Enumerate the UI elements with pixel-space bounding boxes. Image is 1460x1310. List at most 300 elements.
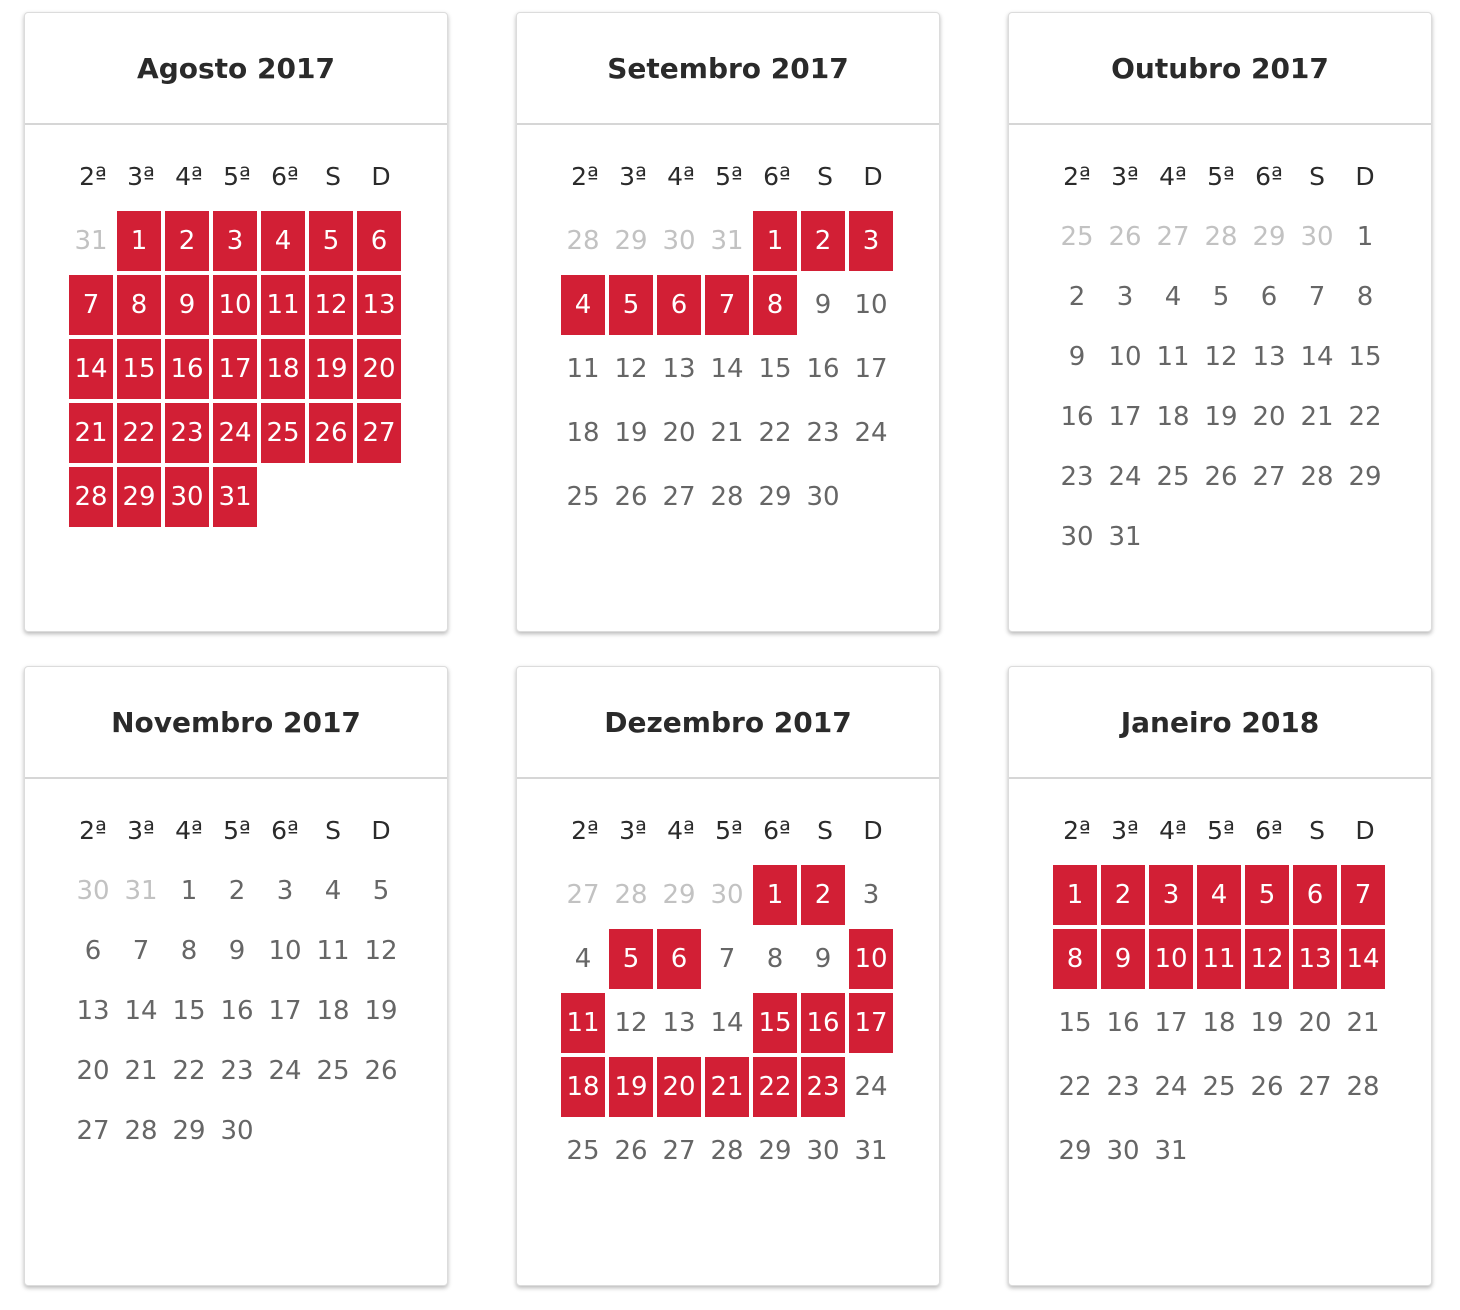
- day-cell[interactable]: 30: [806, 482, 840, 512]
- week-row: [1053, 207, 1389, 267]
- day-cell[interactable]: 4: [574, 944, 592, 974]
- weekday-label: 4ª: [1159, 816, 1187, 845]
- weekday-header-row: [1053, 801, 1389, 861]
- day-cell[interactable]: 30: [1060, 522, 1094, 552]
- day-cell[interactable]: 20: [1252, 402, 1286, 432]
- month-card-janeiro-2018: [1008, 666, 1432, 1286]
- calendar-grid: [1053, 801, 1389, 1181]
- day-cell-marked[interactable]: 7: [1341, 865, 1385, 925]
- month-header: [25, 667, 447, 779]
- day-cell-marked[interactable]: 13: [1293, 929, 1337, 989]
- week-row: [1053, 447, 1389, 507]
- day-cell[interactable]: 19: [1204, 402, 1238, 432]
- day-cell[interactable]: 7: [1308, 282, 1326, 312]
- day-cell[interactable]: 29: [758, 482, 792, 512]
- day-cell-other-month[interactable]: 27: [566, 880, 600, 910]
- day-cell-marked[interactable]: 30: [165, 467, 209, 527]
- month-title: Novembro 2017: [111, 705, 361, 739]
- day-cell[interactable]: 20: [1298, 1008, 1332, 1038]
- day-cell[interactable]: 6: [1260, 282, 1278, 312]
- day-cell-other-month[interactable]: 28: [566, 226, 600, 256]
- day-cell[interactable]: 31: [1108, 522, 1142, 552]
- day-cell[interactable]: 12: [614, 354, 648, 384]
- day-cell-marked[interactable]: 8: [1053, 929, 1097, 989]
- day-cell[interactable]: 10: [1108, 342, 1142, 372]
- day-cell[interactable]: 27: [662, 482, 696, 512]
- day-cell-other-month[interactable]: 29: [662, 880, 696, 910]
- day-cell[interactable]: 24: [854, 418, 888, 448]
- weeks: [69, 861, 405, 1161]
- day-cell-marked[interactable]: 3: [849, 211, 893, 271]
- weekday-label: S: [325, 816, 341, 845]
- day-cell-marked[interactable]: 7: [69, 275, 113, 335]
- weeks: [561, 865, 897, 1181]
- day-cell-marked[interactable]: 8: [117, 275, 161, 335]
- weekday-label: S: [325, 162, 341, 191]
- weekday-label: 3ª: [619, 162, 647, 191]
- day-cell[interactable]: 17: [1154, 1008, 1188, 1038]
- day-cell[interactable]: 27: [1298, 1072, 1332, 1102]
- week-row: [561, 1121, 897, 1181]
- day-cell[interactable]: 19: [614, 418, 648, 448]
- day-cell[interactable]: 5: [372, 876, 390, 906]
- weekday-label: D: [371, 162, 391, 191]
- day-cell[interactable]: 21: [1300, 402, 1334, 432]
- weekday-label: 2ª: [79, 162, 107, 191]
- day-cell-marked[interactable]: 3: [1149, 865, 1193, 925]
- day-cell-marked[interactable]: 9: [165, 275, 209, 335]
- day-cell[interactable]: 2: [228, 876, 246, 906]
- week-row: [561, 467, 897, 527]
- weekday-header-row: [69, 801, 405, 861]
- day-cell-marked[interactable]: 4: [1197, 865, 1241, 925]
- day-cell[interactable]: 9: [814, 944, 832, 974]
- day-cell[interactable]: 18: [566, 418, 600, 448]
- day-cell-other-month[interactable]: 31: [124, 876, 158, 906]
- day-cell[interactable]: 23: [1106, 1072, 1140, 1102]
- weekday-label: 5ª: [223, 816, 251, 845]
- day-cell[interactable]: 27: [1252, 462, 1286, 492]
- day-cell-marked[interactable]: 5: [1245, 865, 1289, 925]
- day-cell[interactable]: 9: [814, 290, 832, 320]
- day-cell-marked[interactable]: 20: [657, 1057, 701, 1117]
- weekday-label: 4ª: [1159, 162, 1187, 191]
- day-cell-marked[interactable]: 17: [849, 993, 893, 1053]
- day-cell-marked[interactable]: 21: [705, 1057, 749, 1117]
- day-cell[interactable]: 16: [1106, 1008, 1140, 1038]
- day-cell[interactable]: 28: [1346, 1072, 1380, 1102]
- day-cell[interactable]: 26: [614, 1136, 648, 1166]
- weekday-label: S: [817, 816, 833, 845]
- day-cell-marked[interactable]: 4: [261, 211, 305, 271]
- month-title: Setembro 2017: [607, 51, 849, 85]
- day-cell-marked[interactable]: 25: [261, 403, 305, 463]
- day-cell[interactable]: 4: [1164, 282, 1182, 312]
- weekday-label: 3ª: [1111, 162, 1139, 191]
- weekday-label: D: [1355, 162, 1375, 191]
- weekday-label: 2ª: [1063, 816, 1091, 845]
- day-cell[interactable]: 15: [172, 996, 206, 1026]
- week-row: [561, 339, 897, 399]
- day-cell-marked[interactable]: 7: [705, 275, 749, 335]
- day-cell-other-month[interactable]: 31: [710, 226, 744, 256]
- day-cell-other-month[interactable]: 29: [614, 226, 648, 256]
- day-cell-marked[interactable]: 20: [357, 339, 401, 399]
- weekday-label: 4ª: [667, 162, 695, 191]
- week-row: [1053, 327, 1389, 387]
- day-cell[interactable]: 14: [710, 1008, 744, 1038]
- day-cell[interactable]: 25: [1156, 462, 1190, 492]
- day-cell-marked[interactable]: 16: [801, 993, 845, 1053]
- day-cell[interactable]: 9: [228, 936, 246, 966]
- day-cell[interactable]: 30: [220, 1116, 254, 1146]
- day-cell-marked[interactable]: 12: [309, 275, 353, 335]
- weekday-label: D: [1355, 816, 1375, 845]
- day-cell-marked[interactable]: 10: [213, 275, 257, 335]
- day-cell-marked[interactable]: 19: [609, 1057, 653, 1117]
- day-cell[interactable]: 28: [124, 1116, 158, 1146]
- day-cell[interactable]: 16: [806, 354, 840, 384]
- day-cell[interactable]: 24: [268, 1056, 302, 1086]
- day-cell[interactable]: 3: [276, 876, 294, 906]
- day-cell-marked[interactable]: 23: [801, 1057, 845, 1117]
- day-cell[interactable]: 22: [1348, 402, 1382, 432]
- week-row: [561, 275, 897, 335]
- weekday-label: 4ª: [667, 816, 695, 845]
- weeks: [69, 211, 405, 527]
- day-cell[interactable]: 23: [220, 1056, 254, 1086]
- day-cell-marked[interactable]: 3: [213, 211, 257, 271]
- day-cell[interactable]: 22: [1058, 1072, 1092, 1102]
- day-cell[interactable]: 26: [1250, 1072, 1284, 1102]
- day-cell-other-month[interactable]: 30: [662, 226, 696, 256]
- day-cell-marked[interactable]: 11: [561, 993, 605, 1053]
- weekday-label: 6ª: [763, 162, 791, 191]
- day-cell-marked[interactable]: 1: [753, 211, 797, 271]
- day-cell-marked[interactable]: 26: [309, 403, 353, 463]
- day-cell[interactable]: 25: [1202, 1072, 1236, 1102]
- day-cell-marked[interactable]: 29: [117, 467, 161, 527]
- day-cell[interactable]: 22: [172, 1056, 206, 1086]
- day-cell[interactable]: 24: [1154, 1072, 1188, 1102]
- month-header: [25, 13, 447, 125]
- day-cell-marked[interactable]: 2: [165, 211, 209, 271]
- day-cell[interactable]: 4: [324, 876, 342, 906]
- day-cell-marked[interactable]: 6: [657, 929, 701, 989]
- day-cell[interactable]: 18: [1156, 402, 1190, 432]
- day-cell[interactable]: 13: [662, 1008, 696, 1038]
- day-cell[interactable]: 16: [1060, 402, 1094, 432]
- day-cell[interactable]: 10: [854, 290, 888, 320]
- weekday-label: 5ª: [1207, 162, 1235, 191]
- week-row: [1053, 929, 1389, 989]
- week-row: [69, 211, 405, 271]
- day-cell[interactable]: 13: [1252, 342, 1286, 372]
- month-title: Dezembro 2017: [604, 705, 852, 739]
- day-cell[interactable]: 14: [124, 996, 158, 1026]
- day-cell[interactable]: 7: [132, 936, 150, 966]
- day-cell[interactable]: 19: [364, 996, 398, 1026]
- month-card-setembro-2017: [516, 12, 940, 632]
- week-row: [561, 403, 897, 463]
- week-row: [69, 275, 405, 335]
- calendar-grid: [561, 147, 897, 527]
- day-cell-marked[interactable]: 6: [357, 211, 401, 271]
- weekday-label: 4ª: [175, 816, 203, 845]
- day-cell[interactable]: 17: [268, 996, 302, 1026]
- day-cell-other-month[interactable]: 30: [710, 880, 744, 910]
- week-row: [561, 993, 897, 1053]
- day-cell[interactable]: 23: [806, 418, 840, 448]
- month-title: Janeiro 2018: [1120, 705, 1320, 739]
- day-cell[interactable]: 18: [1202, 1008, 1236, 1038]
- day-cell[interactable]: 28: [1300, 462, 1334, 492]
- day-cell-marked[interactable]: 5: [609, 929, 653, 989]
- weekday-label: 4ª: [175, 162, 203, 191]
- day-cell[interactable]: 27: [76, 1116, 110, 1146]
- day-cell[interactable]: 25: [316, 1056, 350, 1086]
- day-cell-marked[interactable]: 22: [117, 403, 161, 463]
- weekday-label: 2ª: [571, 162, 599, 191]
- day-cell[interactable]: 11: [316, 936, 350, 966]
- day-cell-marked[interactable]: 10: [849, 929, 893, 989]
- week-row: [561, 211, 897, 271]
- day-cell[interactable]: 25: [566, 1136, 600, 1166]
- week-row: [1053, 387, 1389, 447]
- day-cell[interactable]: 2: [1068, 282, 1086, 312]
- day-cell-marked[interactable]: 9: [1101, 929, 1145, 989]
- day-cell[interactable]: 15: [758, 354, 792, 384]
- weekday-header-row: [69, 147, 405, 207]
- day-cell[interactable]: 6: [84, 936, 102, 966]
- day-cell[interactable]: 19: [1250, 1008, 1284, 1038]
- day-cell[interactable]: 12: [364, 936, 398, 966]
- day-cell-marked[interactable]: 1: [1053, 865, 1097, 925]
- weekday-label: 5ª: [223, 162, 251, 191]
- weekday-label: 6ª: [1255, 816, 1283, 845]
- day-cell-other-month[interactable]: 28: [614, 880, 648, 910]
- week-row: [1053, 993, 1389, 1053]
- weeks: [1053, 207, 1389, 567]
- weeks: [561, 211, 897, 527]
- weekday-label: 2ª: [79, 816, 107, 845]
- day-cell-other-month[interactable]: 26: [1108, 222, 1142, 252]
- weekday-label: 6ª: [1255, 162, 1283, 191]
- day-cell-marked[interactable]: 5: [309, 211, 353, 271]
- day-cell[interactable]: 17: [1108, 402, 1142, 432]
- weekday-label: 6ª: [271, 816, 299, 845]
- week-row: [561, 929, 897, 989]
- day-cell[interactable]: 20: [662, 418, 696, 448]
- day-cell[interactable]: 20: [76, 1056, 110, 1086]
- day-cell[interactable]: 14: [1300, 342, 1334, 372]
- day-cell[interactable]: 5: [1212, 282, 1230, 312]
- day-cell[interactable]: 28: [710, 482, 744, 512]
- month-title: Agosto 2017: [137, 51, 335, 85]
- day-cell[interactable]: 15: [1058, 1008, 1092, 1038]
- day-cell[interactable]: 22: [758, 418, 792, 448]
- weekday-label: 3ª: [1111, 816, 1139, 845]
- day-cell-marked[interactable]: 23: [165, 403, 209, 463]
- day-cell-other-month[interactable]: 28: [1204, 222, 1238, 252]
- day-cell[interactable]: 24: [1108, 462, 1142, 492]
- day-cell[interactable]: 26: [364, 1056, 398, 1086]
- week-row: [1053, 865, 1389, 925]
- day-cell-other-month[interactable]: 25: [1060, 222, 1094, 252]
- weekday-label: 5ª: [715, 816, 743, 845]
- weekday-label: D: [863, 162, 883, 191]
- weekday-label: 6ª: [763, 816, 791, 845]
- month-card-agosto-2017: [24, 12, 448, 632]
- weekday-label: S: [1309, 162, 1325, 191]
- week-row: [1053, 507, 1389, 567]
- weekday-label: 5ª: [1207, 816, 1235, 845]
- weekday-label: 3ª: [127, 816, 155, 845]
- day-cell[interactable]: 31: [1154, 1136, 1188, 1166]
- day-cell-marked[interactable]: 31: [213, 467, 257, 527]
- day-cell-marked[interactable]: 2: [1101, 865, 1145, 925]
- day-cell-marked[interactable]: 19: [309, 339, 353, 399]
- day-cell-marked[interactable]: 8: [753, 275, 797, 335]
- day-cell-marked[interactable]: 4: [561, 275, 605, 335]
- day-cell-other-month[interactable]: 30: [76, 876, 110, 906]
- day-cell-marked[interactable]: 13: [357, 275, 401, 335]
- weekday-label: 6ª: [271, 162, 299, 191]
- day-cell-marked[interactable]: 16: [165, 339, 209, 399]
- day-cell-marked[interactable]: 1: [117, 211, 161, 271]
- day-cell-marked[interactable]: 10: [1149, 929, 1193, 989]
- week-row: [1053, 1121, 1389, 1181]
- day-cell[interactable]: 24: [854, 1072, 888, 1102]
- day-cell[interactable]: 16: [220, 996, 254, 1026]
- day-cell-marked[interactable]: 12: [1245, 929, 1289, 989]
- weekday-header-row: [1053, 147, 1389, 207]
- day-cell-other-month[interactable]: 30: [1300, 222, 1334, 252]
- day-cell[interactable]: 12: [1204, 342, 1238, 372]
- day-cell[interactable]: 21: [124, 1056, 158, 1086]
- day-cell[interactable]: 30: [1106, 1136, 1140, 1166]
- day-cell-marked[interactable]: 14: [1341, 929, 1385, 989]
- month-title: Outubro 2017: [1111, 51, 1329, 85]
- day-cell-marked[interactable]: 15: [117, 339, 161, 399]
- day-cell[interactable]: 29: [1348, 462, 1382, 492]
- calendar-grid: [561, 801, 897, 1181]
- day-cell[interactable]: 1: [1356, 222, 1374, 252]
- day-cell-marked[interactable]: 2: [801, 211, 845, 271]
- day-cell-marked[interactable]: 24: [213, 403, 257, 463]
- day-cell[interactable]: 27: [662, 1136, 696, 1166]
- day-cell[interactable]: 25: [566, 482, 600, 512]
- day-cell[interactable]: 29: [172, 1116, 206, 1146]
- week-row: [69, 981, 405, 1041]
- day-cell[interactable]: 3: [1116, 282, 1134, 312]
- day-cell[interactable]: 31: [854, 1136, 888, 1166]
- weekday-label: 3ª: [127, 162, 155, 191]
- day-cell-marked[interactable]: 22: [753, 1057, 797, 1117]
- day-cell-marked[interactable]: 11: [261, 275, 305, 335]
- month-header: [1009, 667, 1431, 779]
- week-row: [69, 339, 405, 399]
- day-cell-marked[interactable]: 1: [753, 865, 797, 925]
- day-cell[interactable]: 17: [854, 354, 888, 384]
- day-cell-marked[interactable]: 6: [657, 275, 701, 335]
- day-cell-marked[interactable]: 27: [357, 403, 401, 463]
- month-header: [517, 13, 939, 125]
- day-cell[interactable]: 15: [1348, 342, 1382, 372]
- calendar-grid: [1053, 147, 1389, 567]
- week-row: [1053, 267, 1389, 327]
- day-cell-marked[interactable]: 18: [261, 339, 305, 399]
- day-cell[interactable]: 26: [614, 482, 648, 512]
- day-cell[interactable]: 12: [614, 1008, 648, 1038]
- day-cell[interactable]: 18: [316, 996, 350, 1026]
- week-row: [561, 1057, 897, 1117]
- day-cell[interactable]: 8: [766, 944, 784, 974]
- day-cell[interactable]: 29: [758, 1136, 792, 1166]
- day-cell[interactable]: 11: [1156, 342, 1190, 372]
- day-cell[interactable]: 14: [710, 354, 744, 384]
- day-cell[interactable]: 11: [566, 354, 600, 384]
- day-cell-marked[interactable]: 28: [69, 467, 113, 527]
- weekday-label: 2ª: [1063, 162, 1091, 191]
- day-cell[interactable]: 23: [1060, 462, 1094, 492]
- weekday-label: D: [371, 816, 391, 845]
- day-cell-marked[interactable]: 15: [753, 993, 797, 1053]
- day-cell-marked[interactable]: 14: [69, 339, 113, 399]
- month-header: [1009, 13, 1431, 125]
- day-cell[interactable]: 1: [180, 876, 198, 906]
- day-cell[interactable]: 10: [268, 936, 302, 966]
- week-row: [69, 1101, 405, 1161]
- weekday-label: S: [817, 162, 833, 191]
- day-cell[interactable]: 30: [806, 1136, 840, 1166]
- day-cell-marked[interactable]: 2: [801, 865, 845, 925]
- day-cell-other-month[interactable]: 27: [1156, 222, 1190, 252]
- day-cell[interactable]: 3: [862, 880, 880, 910]
- day-cell-marked[interactable]: 11: [1197, 929, 1241, 989]
- week-row: [1053, 1057, 1389, 1117]
- week-row: [69, 403, 405, 463]
- day-cell[interactable]: 21: [1346, 1008, 1380, 1038]
- weekday-label: 3ª: [619, 816, 647, 845]
- day-cell-other-month[interactable]: 29: [1252, 222, 1286, 252]
- day-cell[interactable]: 7: [718, 944, 736, 974]
- month-header: [517, 667, 939, 779]
- day-cell[interactable]: 8: [1356, 282, 1374, 312]
- day-cell[interactable]: 29: [1058, 1136, 1092, 1166]
- day-cell[interactable]: 28: [710, 1136, 744, 1166]
- week-row: [69, 467, 405, 527]
- month-card-dezembro-2017: [516, 666, 940, 1286]
- weekday-label: D: [863, 816, 883, 845]
- day-cell[interactable]: 9: [1068, 342, 1086, 372]
- day-cell-other-month[interactable]: 31: [74, 226, 108, 256]
- day-cell[interactable]: 13: [76, 996, 110, 1026]
- day-cell[interactable]: 8: [180, 936, 198, 966]
- day-cell-marked[interactable]: 5: [609, 275, 653, 335]
- week-row: [561, 865, 897, 925]
- weekday-label: S: [1309, 816, 1325, 845]
- day-cell-marked[interactable]: 6: [1293, 865, 1337, 925]
- day-cell-marked[interactable]: 18: [561, 1057, 605, 1117]
- day-cell[interactable]: 26: [1204, 462, 1238, 492]
- weeks: [1053, 865, 1389, 1181]
- month-card-novembro-2017: [24, 666, 448, 1286]
- day-cell-marked[interactable]: 21: [69, 403, 113, 463]
- day-cell[interactable]: 13: [662, 354, 696, 384]
- day-cell[interactable]: 21: [710, 418, 744, 448]
- day-cell-marked[interactable]: 17: [213, 339, 257, 399]
